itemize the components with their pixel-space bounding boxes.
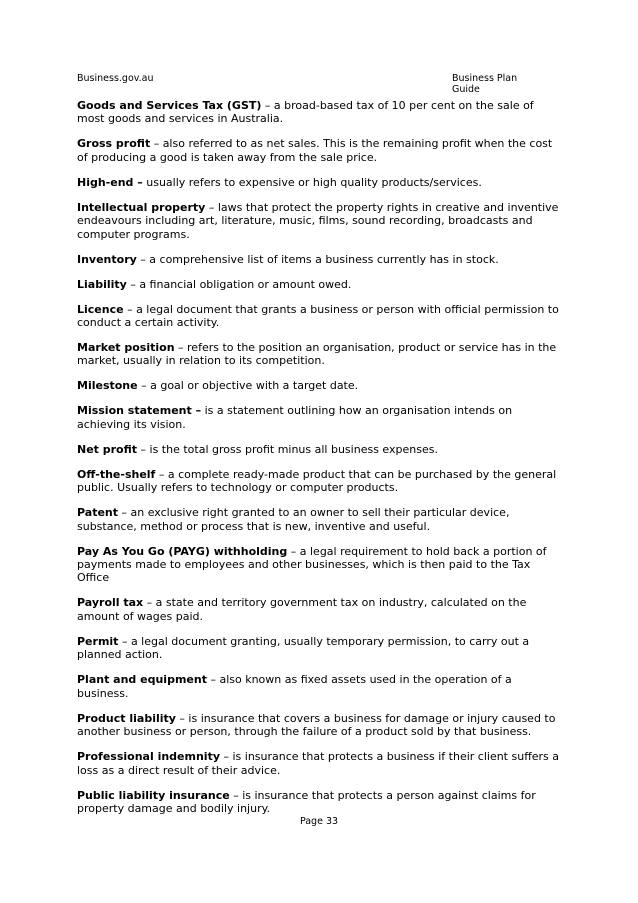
glossary-entry xyxy=(77,789,561,816)
glossary-definition: – is insurance that protects a person against claims for property damage and bodily injury. xyxy=(77,788,536,815)
glossary-entry xyxy=(77,99,561,126)
glossary-entry xyxy=(77,596,561,623)
glossary-term: Mission statement – xyxy=(77,404,202,418)
glossary-definition: – is the total gross profit minus all business expenses. xyxy=(137,442,438,456)
glossary-term: Gross profit xyxy=(77,137,151,151)
header-site: Business.gov.au xyxy=(77,73,154,84)
glossary xyxy=(77,99,561,827)
glossary-definition: – laws that protect the property rights in creative and inventive endeavours including art, literature, music, films, sound recording, broadcasts and computer programs. xyxy=(77,200,559,241)
glossary-definition: – a financial obligation or amount owed. xyxy=(126,277,352,291)
glossary-definition: – a goal or objective with a target date. xyxy=(137,379,359,393)
glossary-entry xyxy=(77,137,561,164)
glossary-entry xyxy=(77,443,561,456)
page-footer xyxy=(0,816,638,827)
glossary-term: Pay As You Go (PAYG) withholding xyxy=(77,544,288,558)
glossary-term: Permit xyxy=(77,634,119,648)
glossary-definition: usually refers to expensive or high quality products/services. xyxy=(142,175,482,189)
glossary-term: Patent xyxy=(77,506,118,520)
glossary-definition: – a broad-based tax of 10 per cent on the sale of most goods and services in Australia. xyxy=(77,99,534,126)
glossary-definition: is a statement outlining how an organisation intends on achieving its vision. xyxy=(77,404,513,431)
glossary-definition: – also known as fixed assets used in the operation of a business. xyxy=(77,673,512,700)
glossary-term: Milestone xyxy=(77,379,138,393)
glossary-entry xyxy=(77,673,561,700)
glossary-definition: – is insurance that covers a business for damage or injury caused to another business or person, through the failure of a product sold by that business. xyxy=(77,711,556,739)
glossary-term: Professional indemnity xyxy=(77,750,220,764)
glossary-definition: – a legal document that grants a business or person with official permission to conduct a certain activity. xyxy=(77,302,559,330)
glossary-definition: – an exclusive right granted to an owner to sell their particular device, substance, method or process that is new, inventive and useful. xyxy=(77,506,510,533)
glossary-term: Product liability xyxy=(77,711,176,725)
glossary-term: Market position xyxy=(77,341,175,355)
glossary-entry xyxy=(77,379,561,392)
glossary-entry xyxy=(77,712,561,739)
glossary-definition: – refers to the position an organisation, product or service has in the market, usually in relation to its competition. xyxy=(77,341,557,368)
glossary-term: Public liability insurance xyxy=(77,788,230,802)
glossary-term: Goods and Services Tax (GST) xyxy=(77,99,262,112)
glossary-entry xyxy=(77,201,561,241)
glossary-term: Licence xyxy=(77,302,124,316)
glossary-term: High-end – xyxy=(77,175,143,189)
glossary-term: Intellectual property xyxy=(77,200,206,214)
glossary-entry xyxy=(77,404,561,431)
glossary-term: Liability xyxy=(77,277,127,291)
page-header xyxy=(77,73,548,95)
glossary-definition: – is insurance that protects a business if their client suffers a loss as a direct result of their advice. xyxy=(77,750,560,777)
glossary-entry xyxy=(77,750,561,777)
glossary-definition: – a legal document granting, usually temporary permission, to carry out a planned action. xyxy=(77,634,530,662)
glossary-entry xyxy=(77,176,561,189)
glossary-entry xyxy=(77,506,561,533)
glossary-definition: – a complete ready-made product that can be purchased by the general public. Usually refers to technology or computer products. xyxy=(77,467,557,495)
glossary-entry xyxy=(77,635,561,662)
glossary-term: Off-the-shelf xyxy=(77,467,156,481)
glossary-term: Net profit xyxy=(77,442,138,456)
glossary-entry xyxy=(77,253,561,266)
glossary-definition: – a legal requirement to hold back a portion of payments made to employees and other businesses, which is then paid to the Tax Office xyxy=(77,544,547,585)
glossary-definition: – a state and territory government tax on industry, calculated on the amount of wages paid. xyxy=(77,596,527,623)
glossary-entry xyxy=(77,341,561,368)
glossary-term: Payroll tax xyxy=(77,596,144,610)
header-doc-title: Business Plan Guide xyxy=(452,73,518,95)
glossary-definition: – also referred to as net sales. This is the remaining profit when the cost of producing a good is taken away from the sale price. xyxy=(77,137,553,164)
glossary-definition: – a comprehensive list of items a business currently has in stock. xyxy=(136,252,499,266)
glossary-entry xyxy=(77,303,561,330)
glossary-term: Plant and equipment xyxy=(77,673,207,687)
page-number: Page 33 xyxy=(299,816,339,827)
glossary-entry xyxy=(77,468,561,495)
glossary-entry xyxy=(77,545,561,585)
glossary-entry xyxy=(77,278,561,291)
glossary-term: Inventory xyxy=(77,252,137,266)
